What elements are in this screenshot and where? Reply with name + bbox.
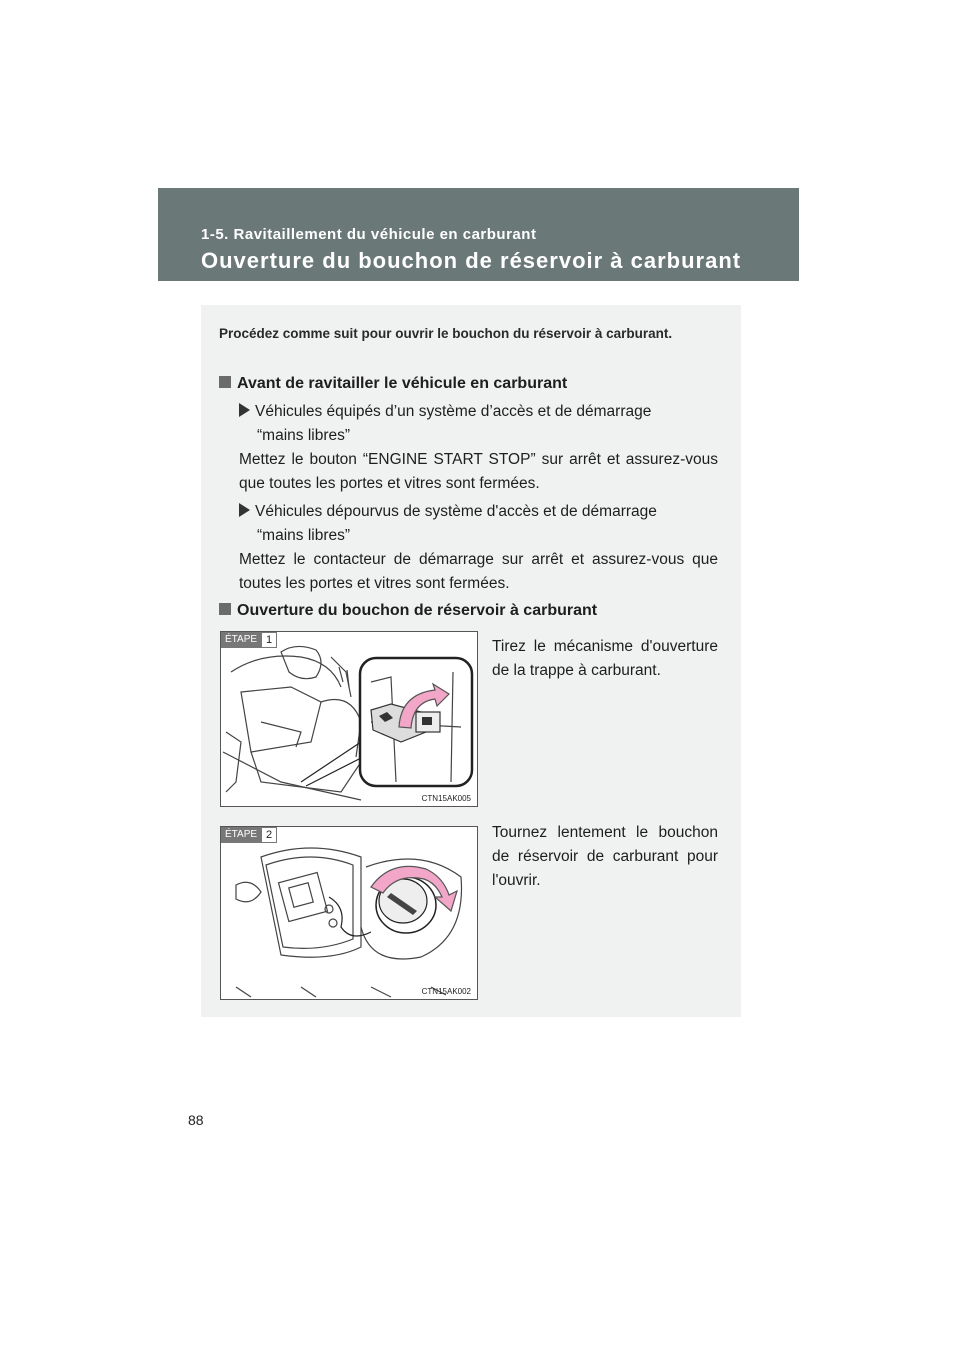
section-heading-open-cap [219, 602, 597, 620]
triangle-arrow-icon [239, 403, 250, 417]
figure-fuel-door-opener [220, 631, 478, 807]
figure-fuel-cap [220, 826, 478, 1000]
step-number: 2 [261, 827, 277, 843]
step-word: ÉTAPE [221, 827, 261, 843]
page-number: 88 [188, 1112, 204, 1128]
bullet-smart-key [239, 400, 718, 448]
step-label-2 [221, 827, 277, 843]
page-title: Ouverture du bouchon de réservoir à carburant [201, 248, 742, 273]
body-text-no-smart-key: Mettez le contacteur de démarrage sur arrêt et assurez-vous que toutes les portes et vitres sont fermées. [239, 551, 718, 592]
bullet-text: Véhicules dépourvus de système d'accès et de démarrage [255, 503, 657, 520]
content-box [201, 305, 741, 1017]
figure-code: CTN15AK005 [421, 794, 471, 803]
step-number: 1 [261, 632, 277, 648]
section-label: 1-5. Ravitaillement du véhicule en carburant [201, 226, 537, 243]
bullet-text-line2: “mains libres” [257, 427, 351, 444]
intro-text: Procédez comme suit pour ouvrir le bouchon du réservoir à carburant. [219, 326, 673, 341]
square-bullet-icon [219, 603, 231, 615]
section-heading-text: Ouverture du bouchon de réservoir à carburant [237, 602, 598, 619]
step-word: ÉTAPE [221, 632, 261, 648]
section-heading-text: Avant de ravitailler le véhicule en carburant [237, 375, 568, 392]
square-bullet-icon [219, 376, 231, 388]
step-label-1 [221, 632, 277, 648]
figure-code: CTN15AK002 [421, 987, 471, 996]
bullet-text-line2: “mains libres” [257, 527, 351, 544]
bullet-text: Véhicules équipés d’un système d’accès et de démarrage [255, 403, 652, 420]
step-2-text: Tournez lentement le bouchon de réservoir de carburant pour l'ouvrir. [492, 824, 718, 889]
header-band [158, 188, 799, 281]
car-interior-illustration [221, 632, 477, 806]
fuel-cap-illustration [221, 827, 477, 999]
section-heading-before-refuel [219, 375, 567, 393]
triangle-arrow-icon [239, 503, 250, 517]
step-1-text: Tirez le mécanisme d'ouverture de la trappe à carburant. [492, 638, 718, 679]
bullet-no-smart-key [239, 500, 718, 548]
body-text-smart-key: Mettez le bouton “ENGINE START STOP” sur arrêt et assurez-vous que toutes les portes et vitres sont fermées. [239, 451, 718, 492]
